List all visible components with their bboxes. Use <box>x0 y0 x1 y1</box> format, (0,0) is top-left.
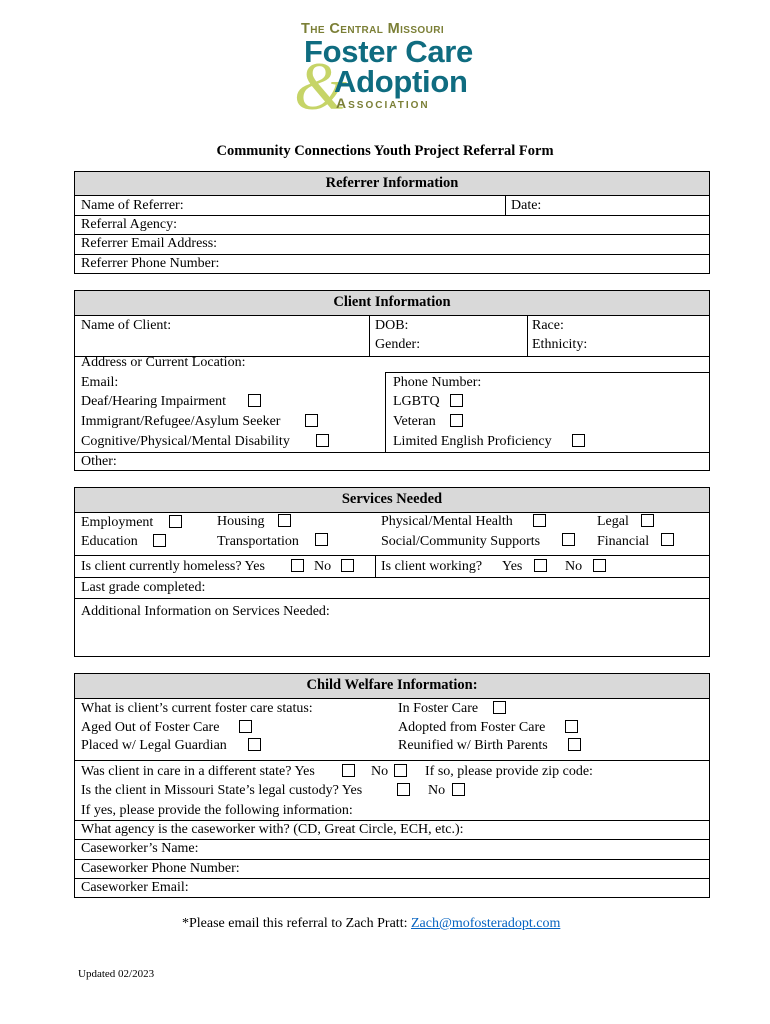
reunified-checkbox[interactable] <box>568 738 581 751</box>
logo-line-1: The Central Missouri <box>301 21 445 37</box>
education-label: Education <box>81 534 138 549</box>
veteran-label: Veteran <box>393 414 436 429</box>
referrer-header: Referrer Information <box>75 172 709 196</box>
last-grade-field[interactable]: Last grade completed: <box>81 580 206 595</box>
employment-label: Employment <box>81 515 154 530</box>
adopted-label: Adopted from Foster Care <box>398 720 546 735</box>
lgbtq-label: LGBTQ <box>393 394 440 409</box>
client-phone-field[interactable]: Phone Number: <box>393 375 482 390</box>
working-no-label: No <box>565 559 583 574</box>
client-gender-field[interactable]: Gender: <box>375 337 421 352</box>
cognitive-label: Cognitive/Physical/Mental Disability <box>81 434 290 449</box>
referrer-date-field[interactable]: Date: <box>511 198 542 213</box>
lep-checkbox[interactable] <box>572 434 585 447</box>
immigrant-label: Immigrant/Refugee/Asylum Seeker <box>81 414 281 429</box>
welfare-header: Child Welfare Information: <box>75 674 709 699</box>
legal-label: Legal <box>597 514 629 529</box>
client-email-field[interactable]: Email: <box>81 375 119 390</box>
legal-checkbox[interactable] <box>641 514 654 527</box>
cognitive-checkbox[interactable] <box>316 434 329 447</box>
homeless-question: Is client currently homeless? Yes <box>81 559 265 574</box>
client-race-field[interactable]: Race: <box>532 318 564 333</box>
custody-no-label: No <box>428 783 446 798</box>
referrer-phone-field[interactable]: Referrer Phone Number: <box>81 256 220 271</box>
referral-agency-field[interactable]: Referral Agency: <box>81 217 178 232</box>
email-link[interactable]: Zach@mofosteradopt.com <box>410 916 561 931</box>
veteran-checkbox[interactable] <box>450 414 463 427</box>
zip-code-field[interactable]: If so, please provide zip code: <box>425 764 593 779</box>
additional-info-field[interactable]: Additional Information on Services Needed: <box>81 604 330 619</box>
social-checkbox[interactable] <box>562 533 575 546</box>
caseworker-phone-field[interactable]: Caseworker Phone Number: <box>81 861 240 876</box>
aged-out-checkbox[interactable] <box>239 720 252 733</box>
caseworker-name-field[interactable]: Caseworker’s Name: <box>81 841 199 856</box>
logo-line-3: Adoption <box>334 64 468 99</box>
education-checkbox[interactable] <box>153 534 166 547</box>
custody-yes-checkbox[interactable] <box>397 783 410 796</box>
working-yes-label: Yes <box>502 559 523 574</box>
aged-out-label: Aged Out of Foster Care <box>81 720 220 735</box>
updated-date: Updated 02/2023 <box>78 968 155 980</box>
working-no-checkbox[interactable] <box>593 559 606 572</box>
social-label: Social/Community Supports <box>381 534 541 549</box>
referrer-name-field[interactable]: Name of Referrer: <box>81 198 184 213</box>
client-name-field[interactable]: Name of Client: <box>81 318 172 333</box>
physical-mental-checkbox[interactable] <box>533 514 546 527</box>
different-state-no-label: No <box>371 764 389 779</box>
client-section <box>74 290 710 471</box>
different-state-no-checkbox[interactable] <box>394 764 407 777</box>
services-section <box>74 487 710 657</box>
financial-checkbox[interactable] <box>661 533 674 546</box>
form-title: Community Connections Youth Project Referral Form <box>216 143 554 159</box>
client-other-field[interactable]: Other: <box>81 454 117 469</box>
homeless-yes-checkbox[interactable] <box>291 559 304 572</box>
in-foster-care-checkbox[interactable] <box>493 701 506 714</box>
if-yes-instruction: If yes, please provide the following information: <box>81 803 353 818</box>
physical-mental-label: Physical/Mental Health <box>381 514 513 529</box>
immigrant-checkbox[interactable] <box>305 414 318 427</box>
employment-checkbox[interactable] <box>169 515 182 528</box>
reunified-label: Reunified w/ Birth Parents <box>398 738 548 753</box>
email-instruction <box>182 916 560 932</box>
working-yes-checkbox[interactable] <box>534 559 547 572</box>
foster-status-question: What is client’s current foster care status: <box>81 701 313 716</box>
housing-checkbox[interactable] <box>278 514 291 527</box>
email-instruction-text: *Please email this referral to Zach Pratt: <box>182 916 411 931</box>
homeless-no-checkbox[interactable] <box>341 559 354 572</box>
legal-guardian-checkbox[interactable] <box>248 738 261 751</box>
client-address-field[interactable]: Address or Current Location: <box>81 355 246 370</box>
client-dob-field[interactable]: DOB: <box>375 318 409 333</box>
client-header: Client Information <box>75 291 709 316</box>
logo-line-4: Association <box>336 95 430 111</box>
deaf-label: Deaf/Hearing Impairment <box>81 394 226 409</box>
caseworker-email-field[interactable]: Caseworker Email: <box>81 880 189 895</box>
housing-label: Housing <box>217 514 265 529</box>
logo-ampersand: & <box>294 48 347 124</box>
homeless-no-label: No <box>314 559 332 574</box>
client-ethnicity-field[interactable]: Ethnicity: <box>532 337 588 352</box>
in-foster-care-label: In Foster Care <box>398 701 479 716</box>
financial-label: Financial <box>597 534 650 549</box>
working-question: Is client working? <box>381 559 483 574</box>
custody-no-checkbox[interactable] <box>452 783 465 796</box>
referrer-section <box>74 171 710 274</box>
transportation-label: Transportation <box>217 534 299 549</box>
logo-line-2: Foster Care <box>304 34 473 69</box>
legal-guardian-label: Placed w/ Legal Guardian <box>81 738 227 753</box>
referrer-email-field[interactable]: Referrer Email Address: <box>81 236 218 251</box>
different-state-yes-checkbox[interactable] <box>342 764 355 777</box>
deaf-checkbox[interactable] <box>248 394 261 407</box>
lgbtq-checkbox[interactable] <box>450 394 463 407</box>
custody-question: Is the client in Missouri State’s legal custody? Yes <box>81 783 363 798</box>
caseworker-agency-field[interactable]: What agency is the caseworker with? (CD, Great Circle, ECH, etc.): <box>81 822 464 837</box>
different-state-question: Was client in care in a different state? Yes <box>81 764 315 779</box>
lep-label: Limited English Proficiency <box>393 434 552 449</box>
adopted-checkbox[interactable] <box>565 720 578 733</box>
transportation-checkbox[interactable] <box>315 533 328 546</box>
welfare-section <box>74 673 710 898</box>
services-header: Services Needed <box>75 488 709 513</box>
